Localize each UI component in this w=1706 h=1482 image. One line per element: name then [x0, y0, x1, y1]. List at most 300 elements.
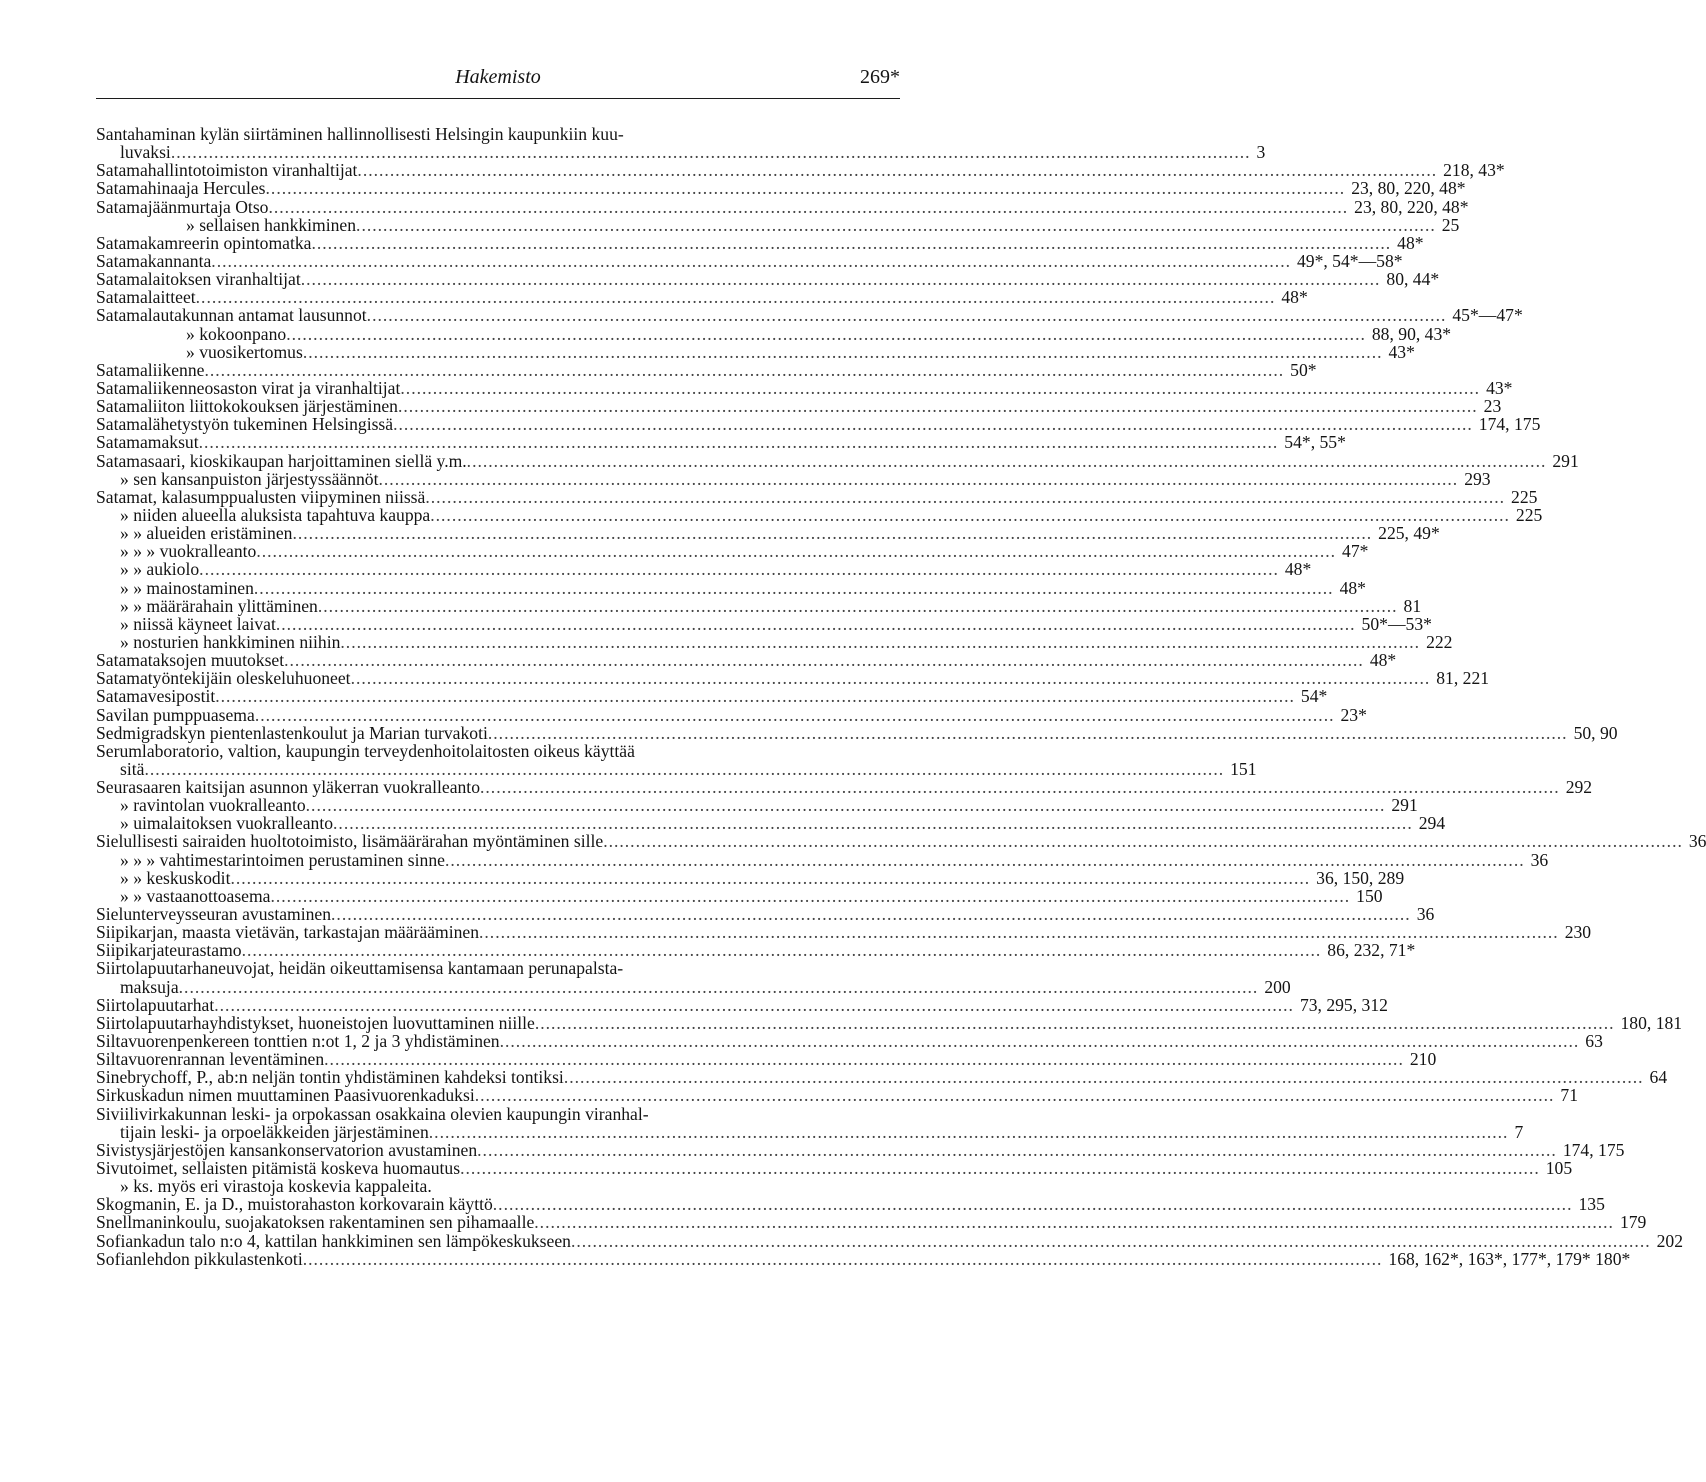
index-entry-line	[96, 940, 1416, 961]
dot-leader	[479, 923, 1559, 941]
page-references: 174, 175	[1562, 1139, 1625, 1160]
page-references: 36	[1530, 849, 1549, 870]
page-references: 23*	[1340, 704, 1367, 725]
page-references: 49*, 54*—58*	[1296, 250, 1403, 271]
page-references: 202	[1656, 1230, 1684, 1251]
index-entry	[96, 214, 1460, 235]
page-references: 179	[1619, 1212, 1647, 1233]
dot-leader	[460, 1159, 1540, 1177]
dot-leader	[171, 143, 1251, 161]
index-entry	[96, 468, 1491, 489]
index-entry-line	[96, 287, 1308, 308]
index-entry-text: » » » vuokralleanto	[120, 541, 257, 562]
dot-leader	[215, 687, 1295, 705]
dot-leader	[564, 1068, 1644, 1086]
index-entry	[96, 849, 1549, 870]
index-entry	[96, 994, 1388, 1015]
index-entry-first-line: Santahaminan kylän siirtäminen hallinnollisesti Helsingin kaupunkiin kuu-	[96, 124, 624, 144]
page-references: 25	[1441, 214, 1460, 235]
index-entry-text: luvaksi	[120, 142, 171, 163]
index-entry	[96, 1177, 902, 1195]
index-entry-text: » niissä käyneet laivat	[120, 613, 276, 634]
index-entry-line	[96, 214, 1460, 235]
index-entry-text: sitä	[120, 758, 145, 779]
index-entry	[96, 1194, 1605, 1215]
index-entry-text: Satamalaitoksen viranhaltijat	[96, 269, 301, 290]
page-number: 269*	[860, 66, 900, 88]
page-references: 174, 175	[1478, 414, 1541, 435]
dot-leader	[467, 452, 1547, 470]
page-references: 43*	[1388, 341, 1415, 362]
index-entry-first-line: Siirtolapuutarhaneuvojat, heidän oikeuttamisensa kantamaan perunapalsta-	[96, 958, 624, 979]
index-entry-text: Siirtolapuutarhat	[96, 994, 215, 1015]
index-entry	[96, 323, 1452, 344]
index-entry	[96, 777, 1593, 798]
dot-leader	[429, 1123, 1509, 1141]
index-entry-text: Sofiankadun talo n:o 4, kattilan hankkiminen sen lämpökeskukseen	[96, 1230, 571, 1251]
dot-leader	[398, 397, 1478, 415]
index-entry-line	[96, 595, 1422, 616]
index-entry-line	[96, 777, 1593, 798]
index-entry-text: Satamahallintotoimiston viranhaltijat	[96, 160, 358, 181]
dot-leader	[535, 1014, 1615, 1032]
index-entry	[96, 160, 1505, 181]
page-references: 50*—53*	[1361, 613, 1432, 634]
index-entry-text: Satamavesipostit	[96, 686, 216, 707]
index-entry-text: Satamalautakunnan antamat lausunnot	[96, 305, 367, 326]
index-entry-text: Skogmanin, E. ja D., muistorahaston korkovarain käyttö	[96, 1194, 493, 1215]
index-entry	[96, 396, 1502, 417]
index-entry-text: Satamalaitteet	[96, 287, 196, 308]
index-entry-first-line: Siviilivirkakunnan leski- ja orpokassan osakkaina olevien kaupungin viranhal-	[96, 1103, 649, 1124]
page-references: 73, 295, 312	[1299, 994, 1388, 1015]
dot-leader	[196, 288, 1276, 306]
index-entry	[96, 523, 1440, 544]
dot-leader	[204, 361, 1284, 379]
index-entry	[96, 867, 1405, 888]
page-references: 88, 90, 43*	[1371, 323, 1452, 344]
page-references: 48*	[1284, 559, 1312, 580]
dot-leader	[379, 470, 1459, 488]
index-entry-text: » kokoonpano	[186, 323, 287, 344]
index-entry	[96, 1212, 1647, 1233]
index-entry	[96, 704, 1367, 725]
index-entry	[96, 1248, 1631, 1269]
index-entry	[96, 740, 1257, 779]
page-references: 230	[1564, 922, 1592, 943]
page-references: 23, 80, 220, 48*	[1351, 178, 1466, 199]
index-entry-line	[96, 486, 1538, 507]
index-entry-text: » uimalaitoksen vuokralleanto	[120, 813, 334, 834]
index-entry-text: Satamaliikenneosaston virat ja viranhaltijat	[96, 377, 401, 398]
index-entry	[96, 541, 1369, 562]
page-references: 151	[1230, 758, 1257, 779]
page-references: 210	[1409, 1049, 1437, 1070]
index-entry-line	[96, 922, 1592, 943]
dot-leader	[333, 814, 1413, 832]
index-entry	[96, 595, 1422, 616]
index-entry	[96, 1139, 1625, 1160]
dot-leader	[324, 1050, 1404, 1068]
index-entry-line	[96, 396, 1502, 417]
index-entry-line	[96, 523, 1440, 544]
index-entry	[96, 250, 1403, 271]
page-references: 64	[1649, 1067, 1668, 1088]
dot-leader	[303, 1250, 1383, 1268]
index-entry-line	[96, 1049, 1437, 1070]
index-entry-line	[96, 994, 1388, 1015]
index-entry	[96, 631, 1453, 652]
page-references: 48*	[1339, 577, 1366, 598]
index-entry	[96, 559, 1312, 580]
index-entry-line	[96, 414, 1541, 435]
index-entry	[96, 341, 1415, 362]
index-entry-line	[96, 1085, 1578, 1106]
index-entry-line	[96, 305, 1523, 326]
index-entry	[96, 359, 1317, 380]
index-entry-line	[96, 160, 1505, 181]
index-entry-line	[96, 341, 1415, 362]
index-entry	[96, 377, 1513, 398]
page-references: 291	[1391, 795, 1418, 816]
page-references: 81, 221	[1436, 668, 1490, 689]
index-entry-line	[96, 758, 1257, 779]
index-entry-text: Sielullisesti sairaiden huoltotoimisto, lisämäärärahan myöntäminen sille	[96, 831, 604, 852]
index-entry-line	[96, 504, 1543, 525]
index-entry-line	[96, 631, 1453, 652]
index-entry-line	[96, 577, 1366, 598]
index-entry-text: Sofianlehdon pikkulastenkoti	[96, 1248, 303, 1269]
index-entry-line	[96, 976, 1291, 997]
index-entry-text: Sielunterveysseuran avustaminen	[96, 904, 332, 925]
page-references: 47*	[1342, 541, 1369, 562]
index-entry	[96, 577, 1366, 598]
index-entry-text: Satamalähetystyön tukeminen Helsingissä	[96, 414, 394, 435]
dot-leader	[357, 161, 1437, 179]
index-entry-line	[96, 541, 1369, 562]
index-entry-line	[96, 323, 1452, 344]
dot-leader	[331, 905, 1411, 923]
page-references: 292	[1565, 777, 1593, 798]
index-entry-line	[96, 831, 1706, 852]
index-entry-text: Satamasaari, kioskikaupan harjoittaminen siellä y.m.	[96, 450, 467, 471]
index-entry-first-line: Serumlaboratorio, valtion, kaupungin terveydenhoitolaitosten oikeus käyttää	[96, 740, 635, 761]
dot-leader	[144, 760, 1224, 778]
dot-leader	[340, 633, 1420, 651]
page-references: 293	[1464, 468, 1491, 489]
dot-leader	[400, 379, 1480, 397]
dot-leader	[367, 306, 1447, 324]
index-entry	[96, 1103, 1524, 1142]
index-entry-text: » » vastaanottoasema	[120, 885, 271, 906]
index-entry	[96, 124, 1266, 163]
page-references: 225	[1511, 486, 1538, 507]
index-entry-text: Satamajäänmurtaja Otso	[96, 196, 269, 217]
dot-leader	[292, 524, 1372, 542]
index-entry	[96, 178, 1466, 199]
index-entry	[96, 813, 1446, 834]
index-entry-text: » ks. myös eri virastoja koskevia kappaleita.	[120, 1176, 432, 1197]
running-title: Hakemisto	[455, 66, 541, 88]
index-entry	[96, 1067, 1668, 1088]
dot-leader	[500, 1032, 1580, 1050]
index-entry-line	[96, 178, 1466, 199]
index-entry-line	[96, 468, 1491, 489]
index-entry-text: Siltavuorenrannan leventäminen	[96, 1049, 325, 1070]
index-entry-line	[96, 686, 1328, 707]
index-entry-text: » » alueiden eristäminen	[120, 523, 293, 544]
index-entry	[96, 958, 1291, 997]
index-entry-text: » nosturien hankkiminen niihin	[120, 631, 341, 652]
index-entry	[96, 668, 1490, 689]
index-entry-text: Satamat, kalasumppualusten viipyminen niissä	[96, 486, 426, 507]
page-references: 225, 49*	[1378, 523, 1440, 544]
dot-leader	[301, 270, 1381, 288]
index-entry-text: maksuja	[120, 976, 179, 997]
page-references: 105	[1545, 1158, 1573, 1179]
dot-leader	[603, 832, 1683, 850]
index-entry	[96, 722, 1618, 743]
index-entry-line	[96, 1012, 1683, 1033]
index-entry-text: Seurasaaren kaitsijan asunnon yläkerran vuokralleanto	[96, 777, 480, 798]
page-references: 3	[1256, 142, 1266, 163]
index-entry-line	[96, 904, 1435, 925]
index-entry-text: » » mainostaminen	[120, 577, 254, 598]
index-entry	[96, 613, 1432, 634]
index-entry-text: Satamakamreerin opintomatka	[96, 232, 312, 253]
index-entry-line	[96, 1067, 1668, 1088]
page-references: 150	[1356, 885, 1383, 906]
index-entry-line	[96, 795, 1418, 816]
index-entry-line	[96, 849, 1549, 870]
index-entry-text: » niiden alueella aluksista tapahtuva kauppa	[120, 504, 431, 525]
index-entry-line	[96, 559, 1312, 580]
dot-leader	[270, 887, 1350, 905]
index-entry-text: Sedmigradskyn pientenlastenkoulut ja Marian turvakoti	[96, 722, 488, 743]
index-entry-text: » » keskuskodit	[120, 867, 231, 888]
index-entry-line	[96, 867, 1405, 888]
page-references: 135	[1578, 1194, 1605, 1215]
index-entry-text: Sivutoimet, sellaisten pitämistä koskeva huomautus	[96, 1158, 461, 1179]
index-entry-line	[96, 432, 1346, 453]
dot-leader	[311, 234, 1391, 252]
dot-leader	[254, 579, 1334, 597]
index-entry	[96, 795, 1418, 816]
dot-leader	[351, 669, 1431, 687]
dot-leader	[393, 415, 1473, 433]
dot-leader	[477, 1141, 1557, 1159]
index-entry-text: Satamataksojen muutokset	[96, 650, 285, 671]
index-entry-text: » sellaisen hankkiminen	[186, 214, 357, 235]
index-entry-line	[96, 359, 1317, 380]
index-entry-text: Siltavuorenpenkereen tonttien n:ot 1, 2 ja 3 yhdistäminen	[96, 1031, 500, 1052]
page-references: 7	[1514, 1121, 1524, 1142]
index-entry-line	[96, 269, 1440, 290]
index-entry	[96, 1158, 1573, 1179]
index-entry	[96, 650, 1397, 671]
page-references: 86, 232, 71*	[1327, 940, 1416, 961]
dot-leader	[199, 560, 1279, 578]
dot-leader	[488, 724, 1568, 742]
index-entry-line	[96, 142, 1266, 163]
index-entry-line	[96, 668, 1490, 689]
dot-leader	[286, 325, 1366, 343]
index-entry-line	[96, 1248, 1631, 1269]
index-entry-text: Sirkuskadun nimen muuttaminen Paasivuorenkaduksi	[96, 1085, 475, 1106]
index-entry	[96, 414, 1541, 435]
page-references: 43*	[1486, 377, 1513, 398]
index-entry-line	[96, 250, 1403, 271]
page-references: 54*	[1300, 686, 1328, 707]
index-entry	[96, 940, 1416, 961]
index-entry-line	[96, 196, 1469, 217]
dot-leader	[255, 706, 1335, 724]
index-entry-text: Satamamaksut	[96, 432, 199, 453]
index-entry-text: » vuosikertomus	[186, 341, 303, 362]
index-entry-text: Satamatyöntekijäin oleskeluhuoneet	[96, 668, 351, 689]
index-entry-line	[96, 1139, 1625, 1160]
page-references: 225	[1515, 504, 1543, 525]
index-entry-text: Savilan pumppuasema	[96, 704, 255, 725]
index-entry	[96, 450, 1579, 471]
index-entry-text: » sen kansanpuiston järjestyssäännöt	[120, 468, 379, 489]
index-entries	[96, 124, 1706, 1269]
index-entry-line	[96, 1230, 1684, 1251]
page-references: 222	[1426, 631, 1453, 652]
index-entry	[96, 1012, 1683, 1033]
dot-leader	[571, 1232, 1651, 1250]
page-references: 23, 80, 220, 48*	[1354, 196, 1469, 217]
index-entry-line	[96, 232, 1424, 253]
dot-leader	[284, 651, 1364, 669]
index-entry	[96, 486, 1538, 507]
index-entry-text: tijain leski- ja orpoeläkkeiden järjestäminen	[120, 1121, 429, 1142]
index-entry-line	[96, 1158, 1573, 1179]
dot-leader	[230, 869, 1310, 887]
page-references: 23	[1483, 396, 1502, 417]
page-references: 80, 44*	[1386, 269, 1440, 290]
index-entry	[96, 831, 1706, 852]
index-entry	[96, 885, 1383, 906]
index-entry-text: Siipikarjan, maasta vietävän, tarkastajan määrääminen	[96, 922, 479, 943]
dot-leader	[199, 433, 1279, 451]
page-references: 180, 181	[1620, 1012, 1683, 1033]
page-references: 54*, 55*	[1284, 432, 1346, 453]
index-entry-text: Satamahinaaja Hercules	[96, 178, 266, 199]
dot-leader	[493, 1195, 1573, 1213]
index-entry-text: Sinebrychoff, P., ab:n neljän tontin yhdistäminen kahdeksi tontiksi	[96, 1067, 564, 1088]
index-entry-line	[96, 1212, 1647, 1233]
page-references: 48*	[1281, 287, 1308, 308]
index-entry-line	[96, 1194, 1605, 1215]
index-entry-line	[96, 1031, 1603, 1052]
index-entry-text: » ravintolan vuokralleanto	[120, 795, 306, 816]
index-entry	[96, 1031, 1603, 1052]
page-references: 50, 90	[1573, 722, 1618, 743]
dot-leader	[268, 198, 1348, 216]
dot-leader	[430, 506, 1510, 524]
index-entry-line	[96, 450, 1579, 471]
dot-leader	[534, 1213, 1614, 1231]
index-entry	[96, 287, 1308, 308]
page-references: 50*	[1290, 359, 1317, 380]
index-entry	[96, 686, 1328, 707]
page-references: 291	[1552, 450, 1579, 471]
dot-leader	[480, 778, 1560, 796]
index-entry	[96, 922, 1592, 943]
page-references: 81	[1403, 595, 1422, 616]
index-entry-line	[96, 704, 1367, 725]
page-references: 71	[1560, 1085, 1578, 1106]
dot-leader	[303, 343, 1383, 361]
dot-leader	[356, 216, 1436, 234]
index-entry	[96, 904, 1435, 925]
dot-leader	[211, 252, 1291, 270]
index-entry-text: Sivistysjärjestöjen kansankonservatorion avustaminen	[96, 1139, 478, 1160]
page-references: 48*	[1397, 232, 1424, 253]
index-entry	[96, 1230, 1684, 1251]
index-entry-line	[96, 885, 1383, 906]
dot-leader	[475, 1086, 1555, 1104]
index-entry	[96, 504, 1543, 525]
dot-leader	[318, 597, 1398, 615]
dot-leader	[242, 941, 1322, 959]
index-entry-line	[96, 1121, 1524, 1142]
index-entry	[96, 1085, 1578, 1106]
index-entry	[96, 232, 1424, 253]
index-entry-text: Satamakannanta	[96, 250, 212, 271]
index-entry	[96, 305, 1523, 326]
dot-leader	[179, 978, 1259, 996]
index-entry	[96, 196, 1469, 217]
index-entry-text: Siipikarjateurastamo	[96, 940, 242, 961]
page-references: 200	[1264, 976, 1291, 997]
index-entry-text: Satamaliikenne	[96, 359, 205, 380]
index-entry-text: Satamaliiton liittokokouksen järjestäminen	[96, 396, 398, 417]
index-entry-text: » » määrärahain ylittäminen	[120, 595, 318, 616]
page-references: 168, 162*, 163*, 177*, 179* 180*	[1388, 1248, 1631, 1269]
index-entry-line	[96, 650, 1397, 671]
index-entry-text: Siirtolapuutarhayhdistykset, huoneistojen luovuttaminen niille	[96, 1012, 535, 1033]
dot-leader	[276, 615, 1356, 633]
index-entry-line	[96, 1177, 902, 1195]
index-entry-text: » » » vahtimestarintoimen perustaminen sinne	[120, 849, 445, 870]
page-references: 36	[1688, 831, 1706, 852]
page-references: 45*—47*	[1452, 305, 1523, 326]
page-references: 48*	[1369, 650, 1397, 671]
index-entry	[96, 432, 1346, 453]
page-references: 294	[1418, 813, 1446, 834]
page-references: 36, 150, 289	[1316, 867, 1405, 888]
dot-leader	[445, 851, 1525, 869]
index-entry	[96, 1049, 1437, 1070]
page-references: 63	[1585, 1031, 1603, 1052]
index-entry-line	[96, 613, 1432, 634]
index-entry-line	[96, 377, 1513, 398]
page-references: 36	[1416, 904, 1435, 925]
index-entry	[96, 269, 1440, 290]
dot-leader	[425, 488, 1505, 506]
index-entry-line	[96, 722, 1618, 743]
dot-leader	[256, 542, 1336, 560]
dot-leader	[306, 796, 1386, 814]
index-entry-line	[96, 813, 1446, 834]
index-entry-text: Snellmaninkoulu, suojakatoksen rakentaminen sen pihamaalle	[96, 1212, 535, 1233]
page-header	[96, 62, 900, 99]
dot-leader	[266, 179, 1346, 197]
index-entry-text: » » aukiolo	[120, 559, 200, 580]
page-references: 218, 43*	[1443, 160, 1505, 181]
